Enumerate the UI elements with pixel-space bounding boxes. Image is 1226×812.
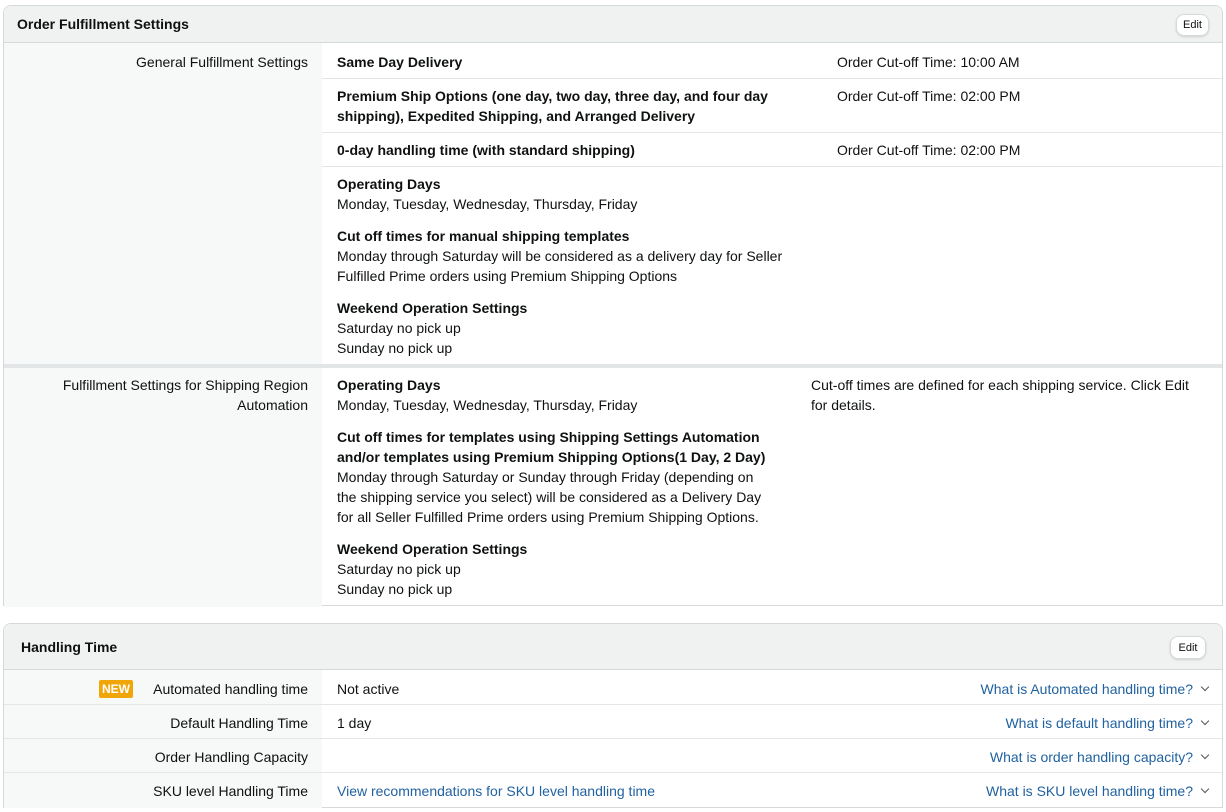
region-weekend-heading: Weekend Operation Settings [337,541,528,557]
divider [322,78,1222,79]
handling-time-panel [3,623,1223,808]
panel-title: Handling Time [21,639,118,655]
zero-day-handling-label: 0-day handling time (with standard shipping) [337,142,635,158]
sku-handling-help-link[interactable] [986,781,1208,801]
chevron-down-icon[interactable] [1201,683,1209,691]
templates-cutoff-line2: the shipping service you select) will be considered as a Delivery Day [337,489,762,505]
automated-handling-label: Automated handling time [153,681,308,697]
edit-button[interactable]: Edit [1176,14,1209,36]
chevron-down-icon[interactable] [1201,717,1209,725]
region-cutoff-note-line2: for details. [811,397,876,413]
premium-ship-cutoff: Order Cut-off Time: 02:00 PM [837,88,1021,104]
order-capacity-help-link[interactable] [990,747,1208,767]
same-day-cutoff: Order Cut-off Time: 10:00 AM [837,54,1020,70]
divider [4,772,1222,773]
help-link-text[interactable]: What is SKU level handling time? [986,783,1193,799]
automated-handling-value: Not active [337,681,400,697]
zero-day-cutoff: Order Cut-off Time: 02:00 PM [837,142,1021,158]
automated-handling-help-link[interactable] [981,679,1208,699]
general-fulfillment-label: General Fulfillment Settings [136,54,308,70]
divider [4,738,1222,739]
order-capacity-label: Order Handling Capacity [154,749,308,765]
sku-recommendations-link[interactable]: View recommendations for SKU level handling time [337,783,656,799]
templates-cutoff-line3: for all Seller Fulfilled Prime orders using Premium Shipping Options. [337,509,759,525]
manual-cutoff-heading: Cut off times for manual shipping templates [337,228,630,244]
region-automation-label-line2: Automation [237,397,308,413]
region-cutoff-note-line1: Cut-off times are defined for each shipping service. Click Edit [811,377,1189,393]
templates-cutoff-heading-line2: and/or templates using Premium Shipping Options(1 Day, 2 Day) [337,449,766,465]
new-badge: NEW [99,680,133,698]
panel-header [4,624,1222,670]
premium-ship-label-line1: Premium Ship Options (one day, two day, three day, and four day [337,88,768,104]
manual-cutoff-line2: Fulfilled Prime orders using Premium Shipping Options [337,268,678,284]
order-fulfillment-panel [3,5,1223,606]
section-divider [4,364,1222,368]
templates-cutoff-line1: Monday through Saturday or Sunday through Friday (depending on [337,469,754,485]
same-day-delivery-label: Same Day Delivery [337,54,463,70]
chevron-down-icon[interactable] [1201,785,1209,793]
help-link-text[interactable]: What is Automated handling time? [980,681,1193,697]
sku-handling-label: SKU level Handling Time [153,783,308,799]
help-link-text[interactable]: What is order handling capacity? [989,749,1193,765]
edit-button[interactable]: Edit [1170,636,1206,659]
chevron-down-icon[interactable] [1201,751,1209,759]
weekend-settings-heading: Weekend Operation Settings [337,300,528,316]
premium-ship-label-line2: shipping), Expedited Shipping, and Arranged Delivery [337,108,696,124]
templates-cutoff-heading-line1: Cut off times for templates using Shipping Settings Automation [337,429,760,445]
panel-title: Order Fulfillment Settings [17,16,189,32]
help-link-text[interactable]: What is default handling time? [1005,715,1193,731]
divider [4,704,1222,705]
region-weekend-sunday: Sunday no pick up [337,581,453,597]
default-handling-value: 1 day [337,715,372,731]
region-operating-days-heading: Operating Days [337,377,441,393]
default-handling-label: Default Handling Time [170,715,308,731]
weekend-saturday: Saturday no pick up [337,320,461,336]
divider [322,166,1222,167]
default-handling-help-link[interactable] [1005,713,1208,733]
operating-days-value: Monday, Tuesday, Wednesday, Thursday, Friday [337,196,638,212]
manual-cutoff-line1: Monday through Saturday will be considered as a delivery day for Seller [337,248,783,264]
region-weekend-saturday: Saturday no pick up [337,561,461,577]
divider [322,132,1222,133]
region-automation-label-line1: Fulfillment Settings for Shipping Region [62,377,308,393]
region-operating-days-value: Monday, Tuesday, Wednesday, Thursday, Friday [337,397,638,413]
label-column [4,43,322,607]
panel-header [4,6,1222,43]
weekend-sunday: Sunday no pick up [337,340,453,356]
operating-days-heading: Operating Days [337,176,441,192]
